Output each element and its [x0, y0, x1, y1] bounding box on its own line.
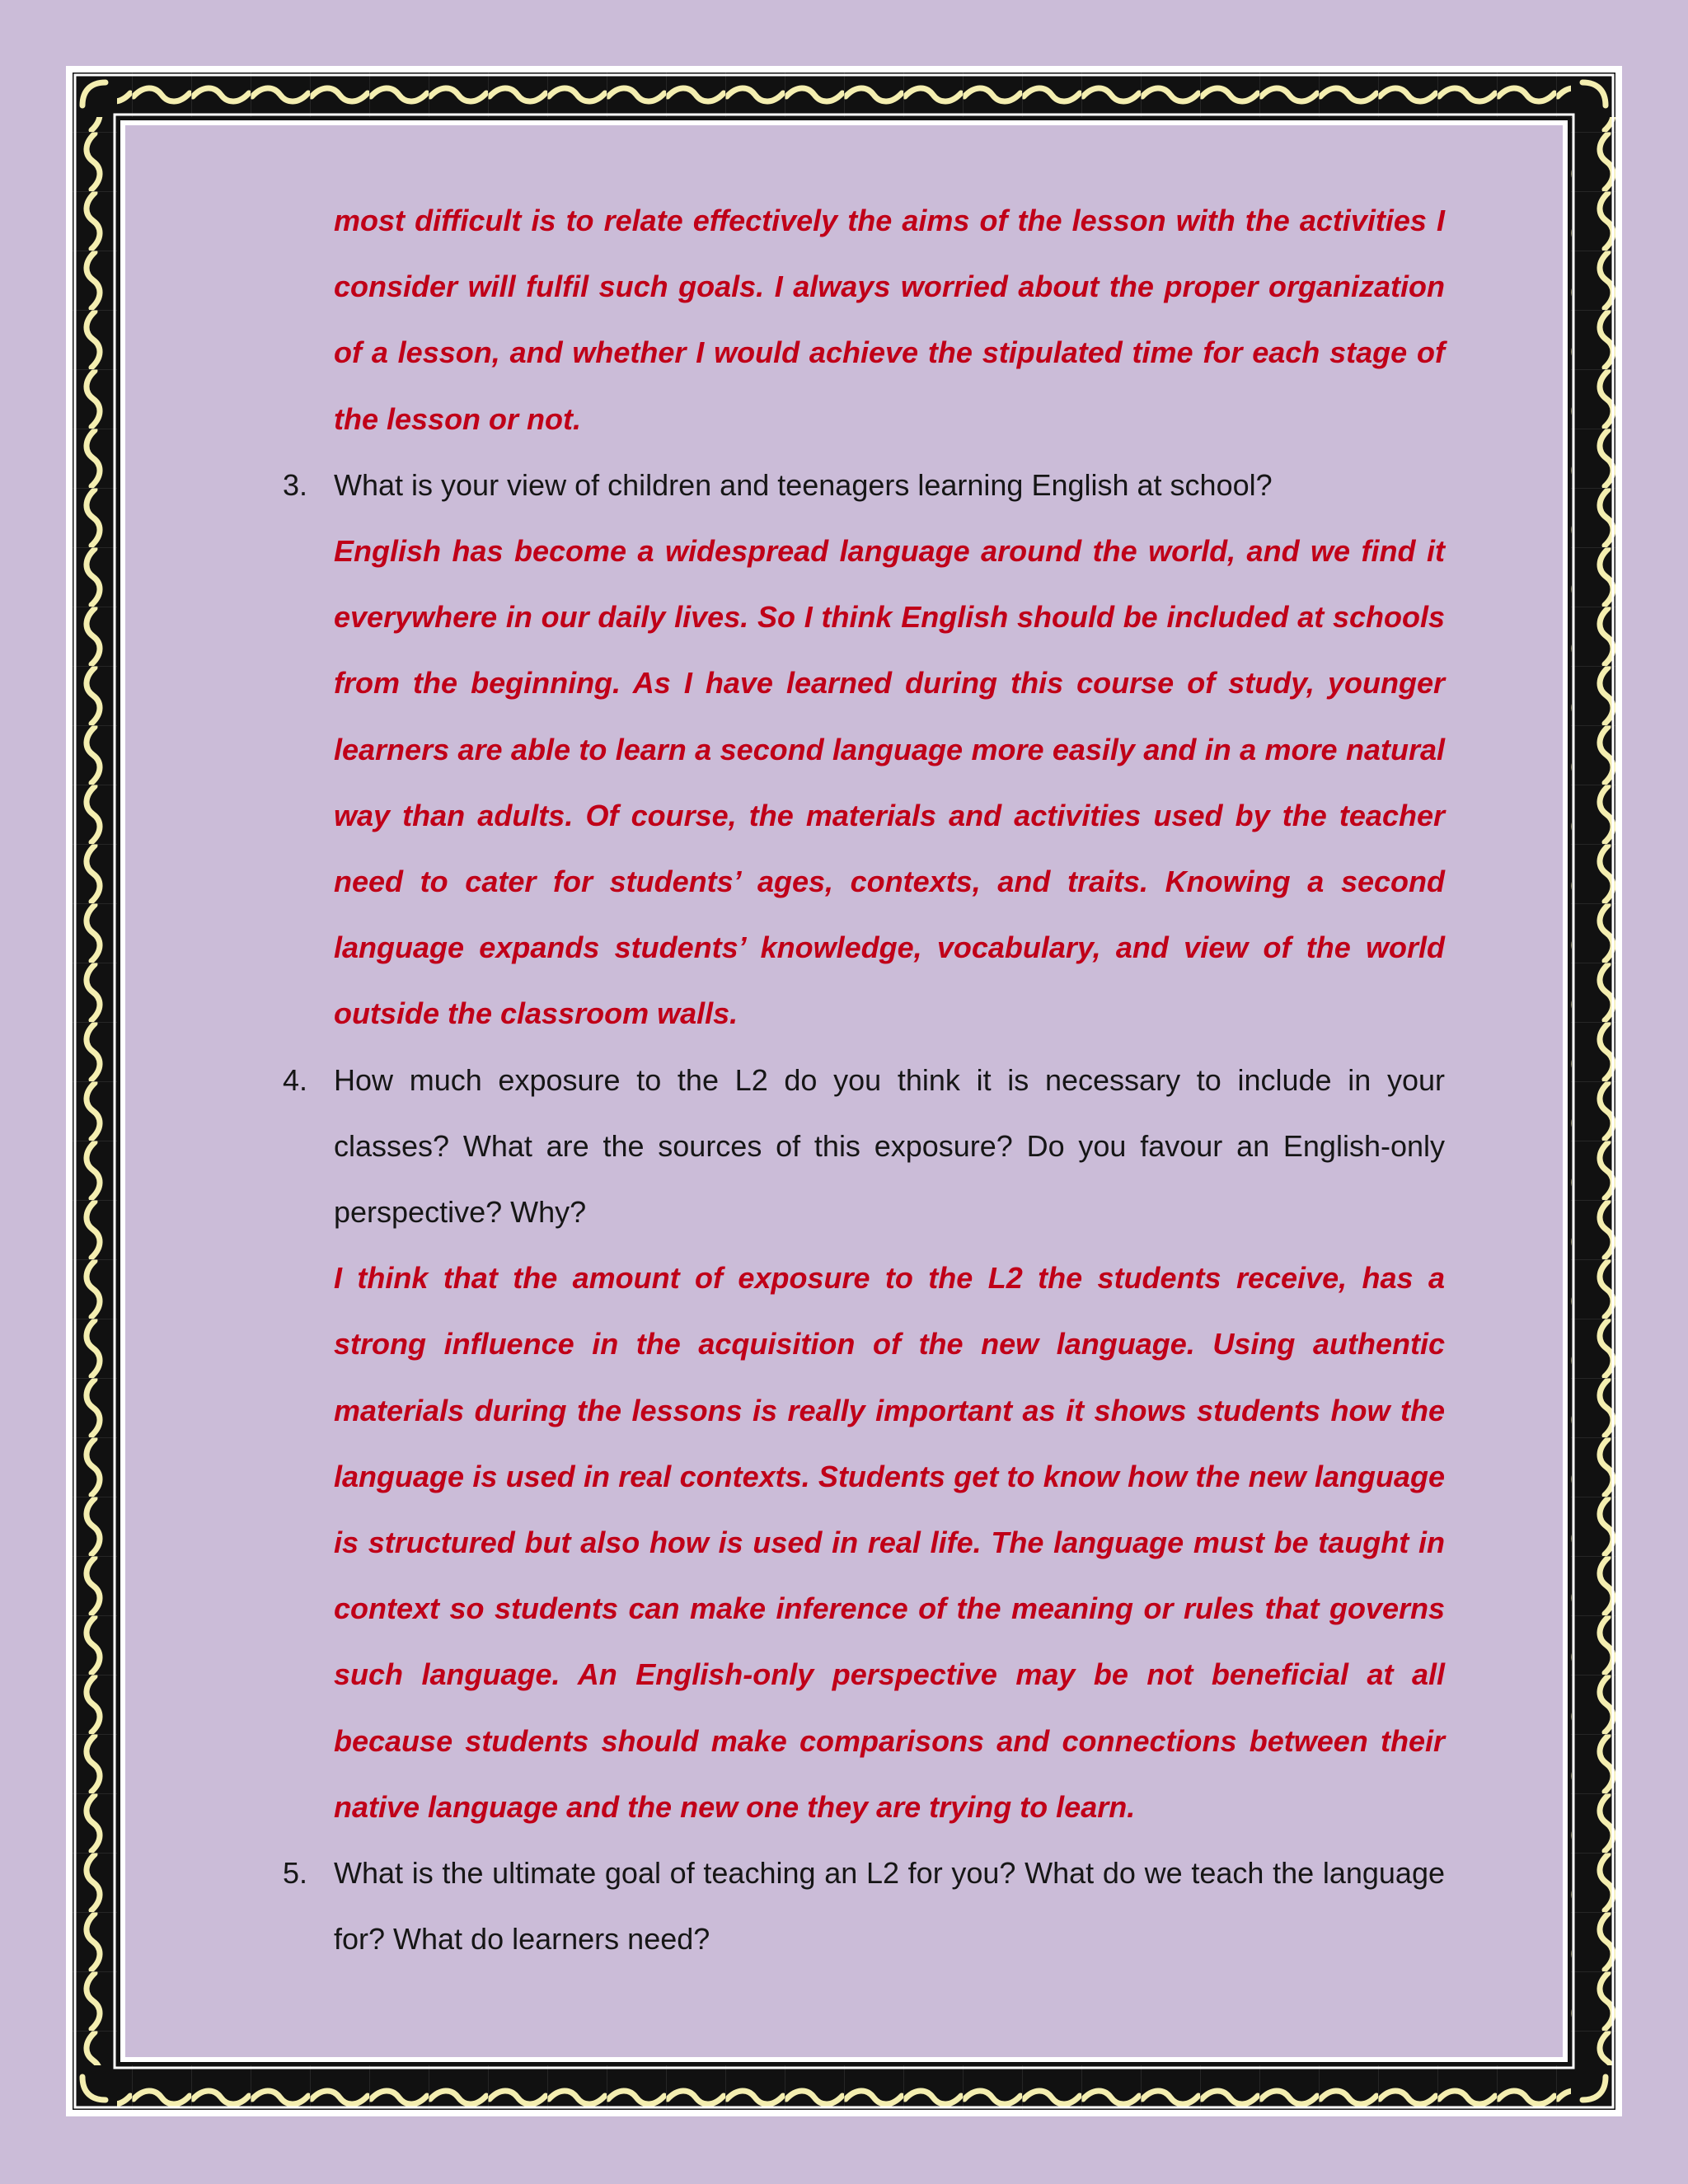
- answer-paragraph: most difficult is to relate effectively the aims of the lesson with the activities I consider will fulfil such goals. I always worried about the proper organization of a lesson, and whether I would achieve the stipulated time for each stage of the lesson or not.: [334, 204, 1445, 436]
- answer-paragraph: English has become a widespread language around the world, and we find it everywhere in our daily lives. So I think English should be included at schools from the beginning. As I have learned during this course of study, younger learners are able to learn a second language more easily and in a more natural way than adults. Of course, the materials and activities used by the teacher need to cater for students’ ages, contexts, and traits. Knowing a second language expands students’ knowledge, vocabulary, and view of the world outside the classroom walls.: [334, 534, 1445, 1031]
- question-number: 4.: [283, 1062, 308, 1097]
- question-item-4: [283, 1047, 1445, 1246]
- document-body: [283, 188, 1445, 1972]
- question-text: What is your view of children and teenagers learning English at school?: [334, 467, 1273, 502]
- question-item-5: [283, 1840, 1445, 1972]
- answer-paragraph: I think that the amount of exposure to the L2 the students receive, has a strong influence in the acquisition of the new language. Using authentic materials during the lessons is really important as it shows students how the language is used in real contexts. Students get to know how the new language is structured but also how is used in real life. The language must be taught in context so students can make inference of the meaning or rules that governs such language. An English-only perspective may be not beneficial at all because students should make comparisons and connections between their native language and the new one they are trying to learn.: [334, 1261, 1445, 1824]
- question-text: How much exposure to the L2 do you think it is necessary to include in your classes? What are the sources of this exposure? Do you favour an English-only perspective? Why?: [334, 1062, 1445, 1230]
- question-number: 5.: [283, 1856, 308, 1891]
- question-number: 3.: [283, 467, 308, 502]
- question-item-3: [283, 452, 1445, 518]
- question-text: What is the ultimate goal of teaching an L2 for you? What do we teach the language for? What do learners need?: [334, 1856, 1445, 1957]
